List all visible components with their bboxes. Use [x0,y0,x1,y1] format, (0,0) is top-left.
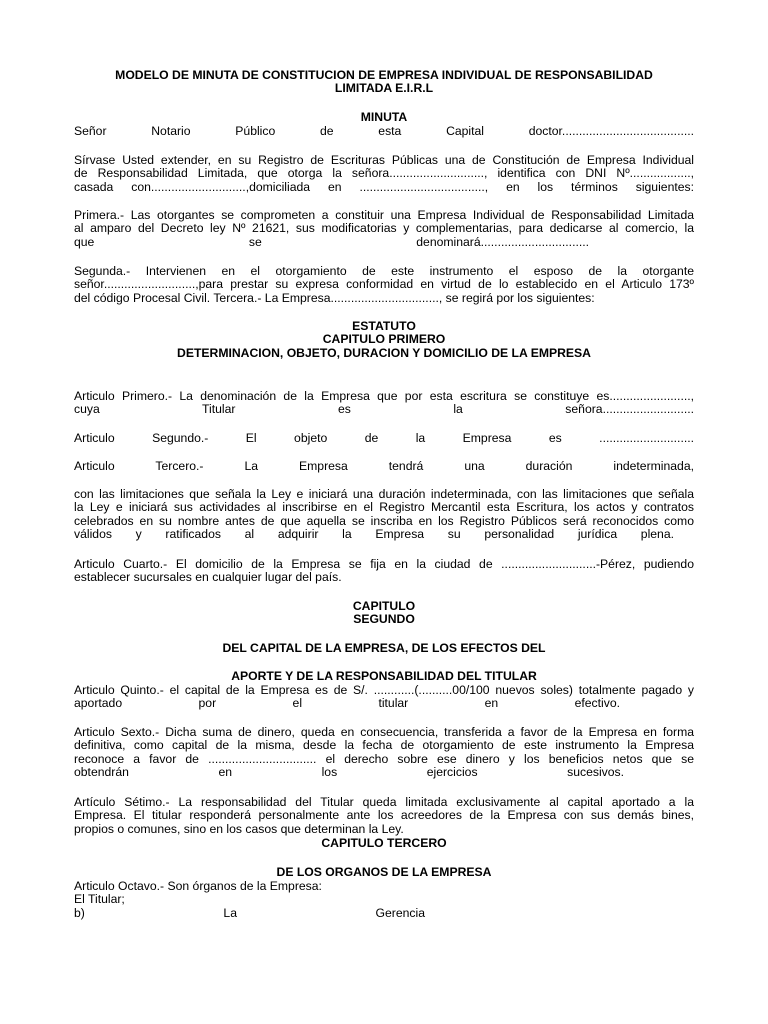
capitulo-segundo-title-1: DEL CAPITAL DE LA EMPRESA, DE LOS EFECTOS DEL [222,641,546,655]
capitulo-segundo-title-2: APORTE Y DE LA RESPONSABILIDAD DEL TITULAR [231,669,537,683]
paragraph-senor: Señor Notario Público de esta Capital doctor....................................... [74,124,694,138]
document-title [74,69,694,96]
articulo-tercero-continuation: con las limitaciones que señala la Ley e iniciará una duración indeterminada, con las limitaciones que señala la Ley e iniciará sus actividades al inscribirse en el Registro Mercantil esta Escritura, los actos y contratos celebrados en su nombre antes de que aquella se inscriba en los Registro Públicos será reconocidos como válidos y ratificados al adquirir la Empresa su personalidad jurídica plena. [74,487,694,542]
articulo-quinto: Articulo Quinto.- el capital de la Empresa es de S/. ............(..........00/100 nuevos soles) totalmente pagado y aportado por el titular en efectivo. [74,683,694,711]
paragraph-segunda: Segunda.- Intervienen en el otorgamiento de este instrumento el esposo de la otorgante señor...........................,para prestar su expresa conformidad en virtud de lo establecido en el Articulo 173º del código Procesal Civil. Tercera.- La Empresa................................, se regirá por los siguientes: [74,264,694,305]
articulo-segundo: Articulo Segundo.- El objeto de la Empresa es ............................ [74,431,694,445]
estatuto-heading: ESTATUTO CAPITULO PRIMERO DETERMINACION, OBJETO, DURACION Y DOMICILIO DE LA EMPRESA [177,319,591,360]
paragraph-sirvase: Sírvase Usted extender, en su Registro de Escrituras Públicas una de Constitución de Empresa Individual de Responsabilidad Limitada, que otorga la señora............................, identifica con DNI Nº.................., casada con............................,domiciliada en ....................................., en los términos siguientes: [74,153,694,194]
paragraph-primera: Primera.- Las otorgantes se comprometen a constituir una Empresa Individual de Responsabilidad Limitada al amparo del Decreto ley Nº 21621, sus modificatorias y complementarias, para dedicarse al comercio, la que se denominará................................ [74,208,694,249]
capitulo-tercero-heading: CAPITULO TERCERO [321,836,447,850]
articulo-tercero: Articulo Tercero.- La Empresa tendrá una duración indeterminada, [74,459,694,473]
articulo-setimo: Artículo Sétimo.- La responsabilidad del Titular queda limitada exclusivamente al capital aportado a la Empresa. El titular responderá personalmente ante los acreedores de la Empresa con sus demás bines, propios o comunes, sino en los casos que determinan la Ley. [74,795,694,836]
capitulo-tercero-title: DE LOS ORGANOS DE LA EMPRESA [276,865,492,879]
articulo-octavo: Articulo Octavo.- Son órganos de la Empresa: El Titular; b) La Gerencia [74,879,425,920]
title-line-1: MODELO DE MINUTA DE CONSTITUCION DE EMPRESA INDIVIDUAL DE RESPONSABILIDAD [115,68,653,82]
minuta-heading: MINUTA [360,110,408,124]
articulo-sexto: Articulo Sexto.- Dicha suma de dinero, queda en consecuencia, transferida a favor de la Empresa en forma definitiva, como capital de la misma, desde la fecha de otorgamiento de este instrumento la Empresa reconoce a favor de ................................ el derecho sobre ese dinero y los beneficios netos que se obtendrán en los ejercicios sucesivos. [74,725,694,780]
title-line-2: LIMITADA E.I.R.L [334,81,434,96]
capitulo-segundo-heading: CAPITULO SEGUNDO [352,599,416,627]
articulo-primero: Articulo Primero.- La denominación de la Empresa que por esta escritura se constituye es........................, cuya Titular es la señora........................... [74,389,694,417]
articulo-cuarto: Articulo Cuarto.- El domicilio de la Empresa se fija en la ciudad de ............................-Pérez, pudiendo establecer sucursales en cualquier lugar del país. [74,557,694,585]
